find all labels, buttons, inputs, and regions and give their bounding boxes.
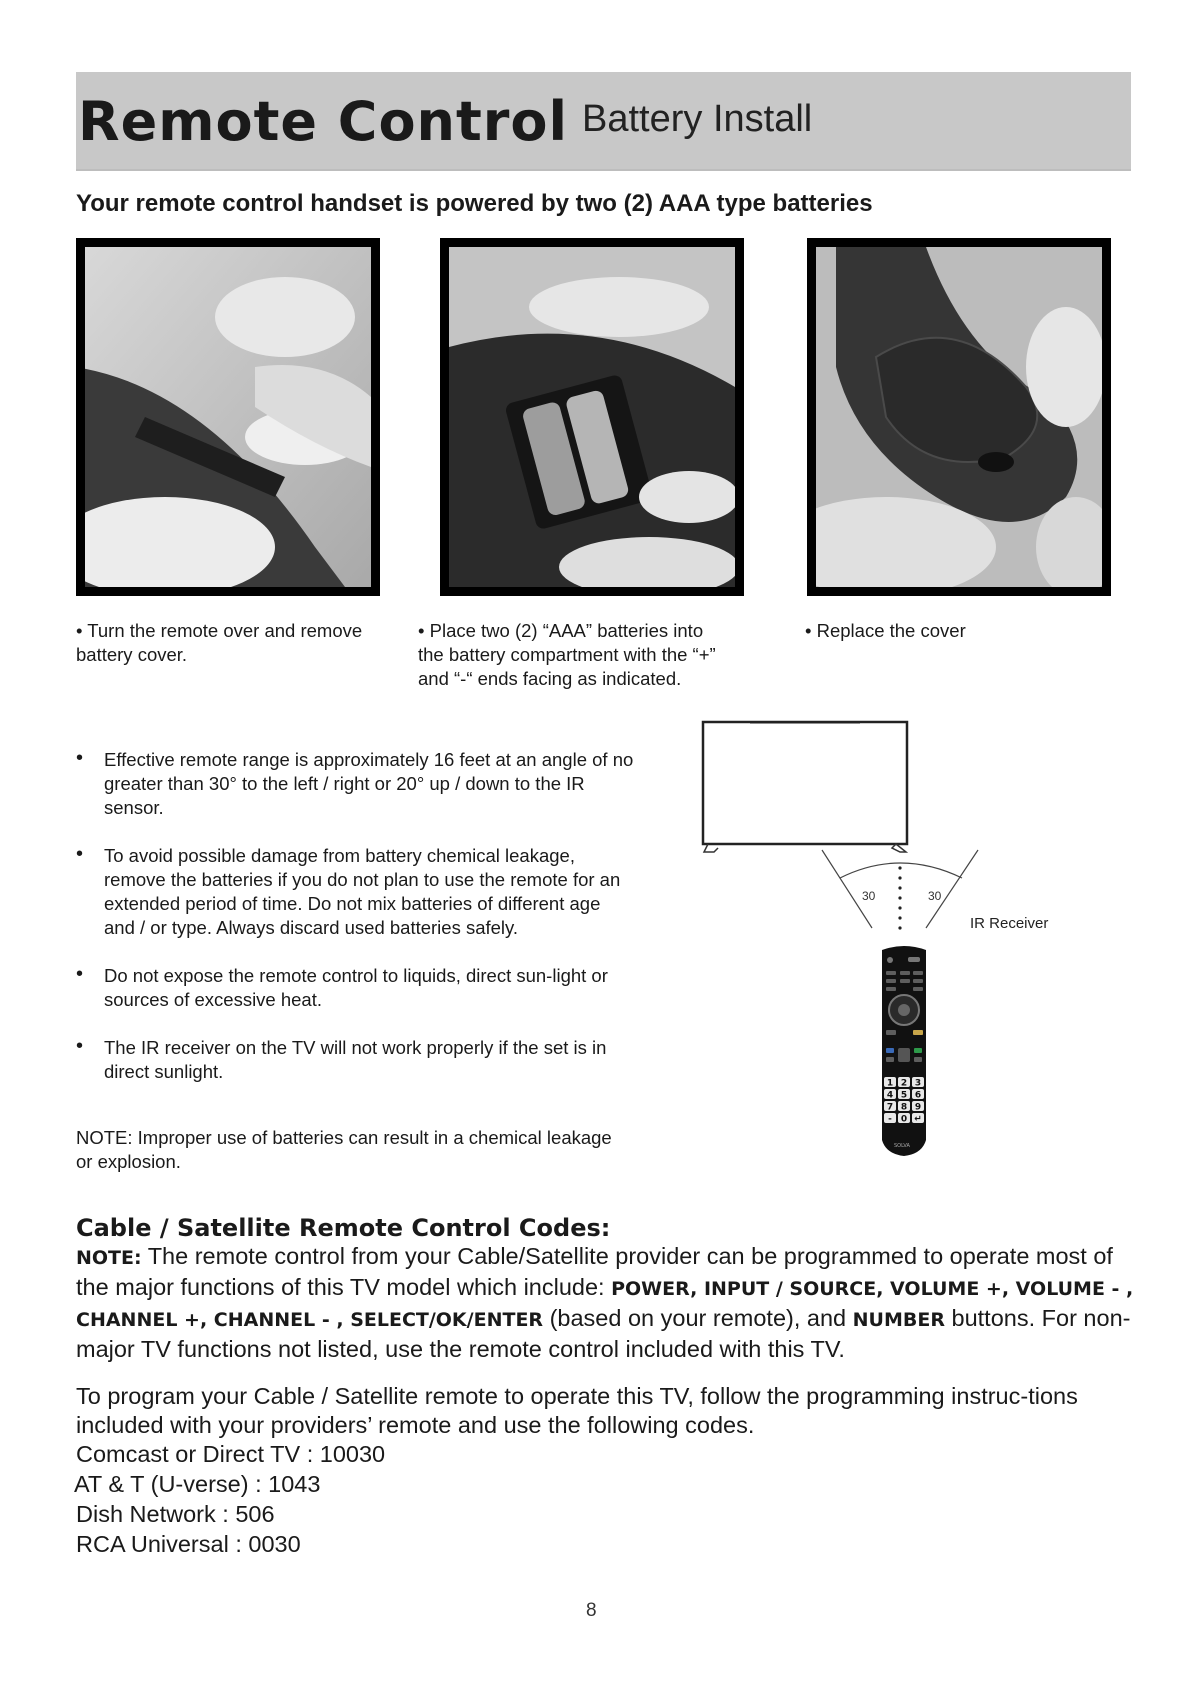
list-item: • Do not expose the remote control to liquids, direct sun-light or sources of excessive heat. bbox=[76, 964, 636, 1012]
cable-codes-note bbox=[76, 1242, 1136, 1364]
remote-brand-label: SOLVA bbox=[894, 1143, 910, 1149]
provider-code: Comcast or Direct TV : 10030 bbox=[76, 1441, 386, 1467]
remote-key-label: ↵ bbox=[914, 1114, 922, 1125]
step-2-caption-line: • Place two (2) “AAA” batteries into bbox=[418, 620, 704, 641]
page-subtitle: Battery Install bbox=[582, 98, 813, 140]
insert-batteries-illustration bbox=[449, 247, 735, 587]
ir-receiver-label: IR Receiver bbox=[970, 915, 1049, 932]
step-1-caption bbox=[76, 619, 362, 667]
remote-key-label: 8 bbox=[900, 1102, 908, 1113]
step-2-caption-line: and “-“ ends facing as indicated. bbox=[418, 668, 682, 689]
list-item: • To avoid possible damage from battery chemical leakage, remove the batteries if you do not plan to use the remote for an extended period of time. Do not mix batteries of different age and / or type. Always discard used batteries safely. bbox=[76, 844, 636, 940]
range-angle-icon bbox=[822, 850, 978, 930]
remote-control-icon bbox=[882, 946, 926, 1156]
angle-right-label: 30 bbox=[928, 889, 942, 903]
remote-key-label: 4 bbox=[886, 1090, 894, 1101]
note-text: buttons. For non-major TV functions not listed, use the remote control included with this TV. bbox=[76, 1305, 1131, 1362]
remote-key-label: 0 bbox=[900, 1114, 908, 1125]
remote-care-list bbox=[76, 748, 636, 1108]
header-bar bbox=[76, 72, 1131, 171]
replace-cover-illustration bbox=[816, 247, 1102, 587]
angle-left-label: 30 bbox=[862, 889, 876, 903]
remote-range-diagram bbox=[700, 720, 1060, 1160]
remote-key-label: 1 bbox=[886, 1078, 894, 1089]
provider-code: RCA Universal : 0030 bbox=[76, 1531, 301, 1557]
remote-key-label: 6 bbox=[914, 1090, 922, 1101]
step-1-caption-line: battery cover. bbox=[76, 644, 188, 665]
note-text: (based on your remote), and bbox=[543, 1305, 853, 1331]
provider-code: AT & T (U-verse) : 1043 bbox=[74, 1471, 321, 1497]
note-text: The remote control from your Cable/Satellite provider can be programmed to operate most of the major functions of this TV model which include: bbox=[76, 1243, 1113, 1300]
page-title: Remote Control bbox=[78, 90, 569, 153]
page-number: 8 bbox=[586, 1600, 597, 1621]
programming-instructions: To program your Cable / Satellite remote to operate this TV, follow the programming instruc-tions included with your providers’ remote and use the following codes. bbox=[76, 1383, 1078, 1438]
tv-icon bbox=[703, 722, 907, 852]
step-2-caption-line: the battery compartment with the “+” bbox=[418, 644, 716, 665]
major-function-keys: POWER, INPUT / SOURCE, VOLUME +, VOLUME - , CHANNEL +, CHANNEL - , SELECT/OK/ENTER bbox=[76, 1278, 1134, 1331]
remove-battery-cover-photo bbox=[76, 238, 380, 596]
number-key-label: NUMBER bbox=[852, 1309, 945, 1331]
remote-key-label: 7 bbox=[886, 1102, 894, 1113]
remove-battery-cover-illustration bbox=[85, 247, 371, 587]
list-item: • Effective remote range is approximately 16 feet at an angle of no greater than 30° to the left / right or 20° up / down to the IR sensor. bbox=[76, 748, 636, 820]
step-3-caption-line: • Replace the cover bbox=[805, 620, 966, 641]
remote-key-label: 2 bbox=[900, 1078, 908, 1089]
battery-warning-note: NOTE: Improper use of batteries can result in a chemical leakage or explosion. bbox=[76, 1127, 612, 1172]
battery-intro-heading: Your remote control handset is powered by two (2) AAA type batteries bbox=[76, 190, 873, 217]
cable-codes-heading: Cable / Satellite Remote Control Codes: bbox=[76, 1214, 611, 1242]
step-3-caption bbox=[805, 619, 966, 643]
step-2-caption bbox=[418, 619, 716, 691]
note-label: NOTE: bbox=[76, 1247, 142, 1269]
remote-key-label: - bbox=[888, 1114, 892, 1125]
remote-key-label: 9 bbox=[914, 1102, 922, 1113]
remote-key-label: 5 bbox=[900, 1090, 908, 1101]
insert-batteries-photo bbox=[440, 238, 744, 596]
list-item: • The IR receiver on the TV will not work properly if the set is in direct sunlight. bbox=[76, 1036, 636, 1084]
remote-key-label: 3 bbox=[914, 1078, 922, 1089]
replace-cover-photo bbox=[807, 238, 1111, 596]
provider-code: Dish Network : 506 bbox=[76, 1501, 275, 1527]
step-1-caption-line: • Turn the remote over and remove bbox=[76, 620, 363, 641]
